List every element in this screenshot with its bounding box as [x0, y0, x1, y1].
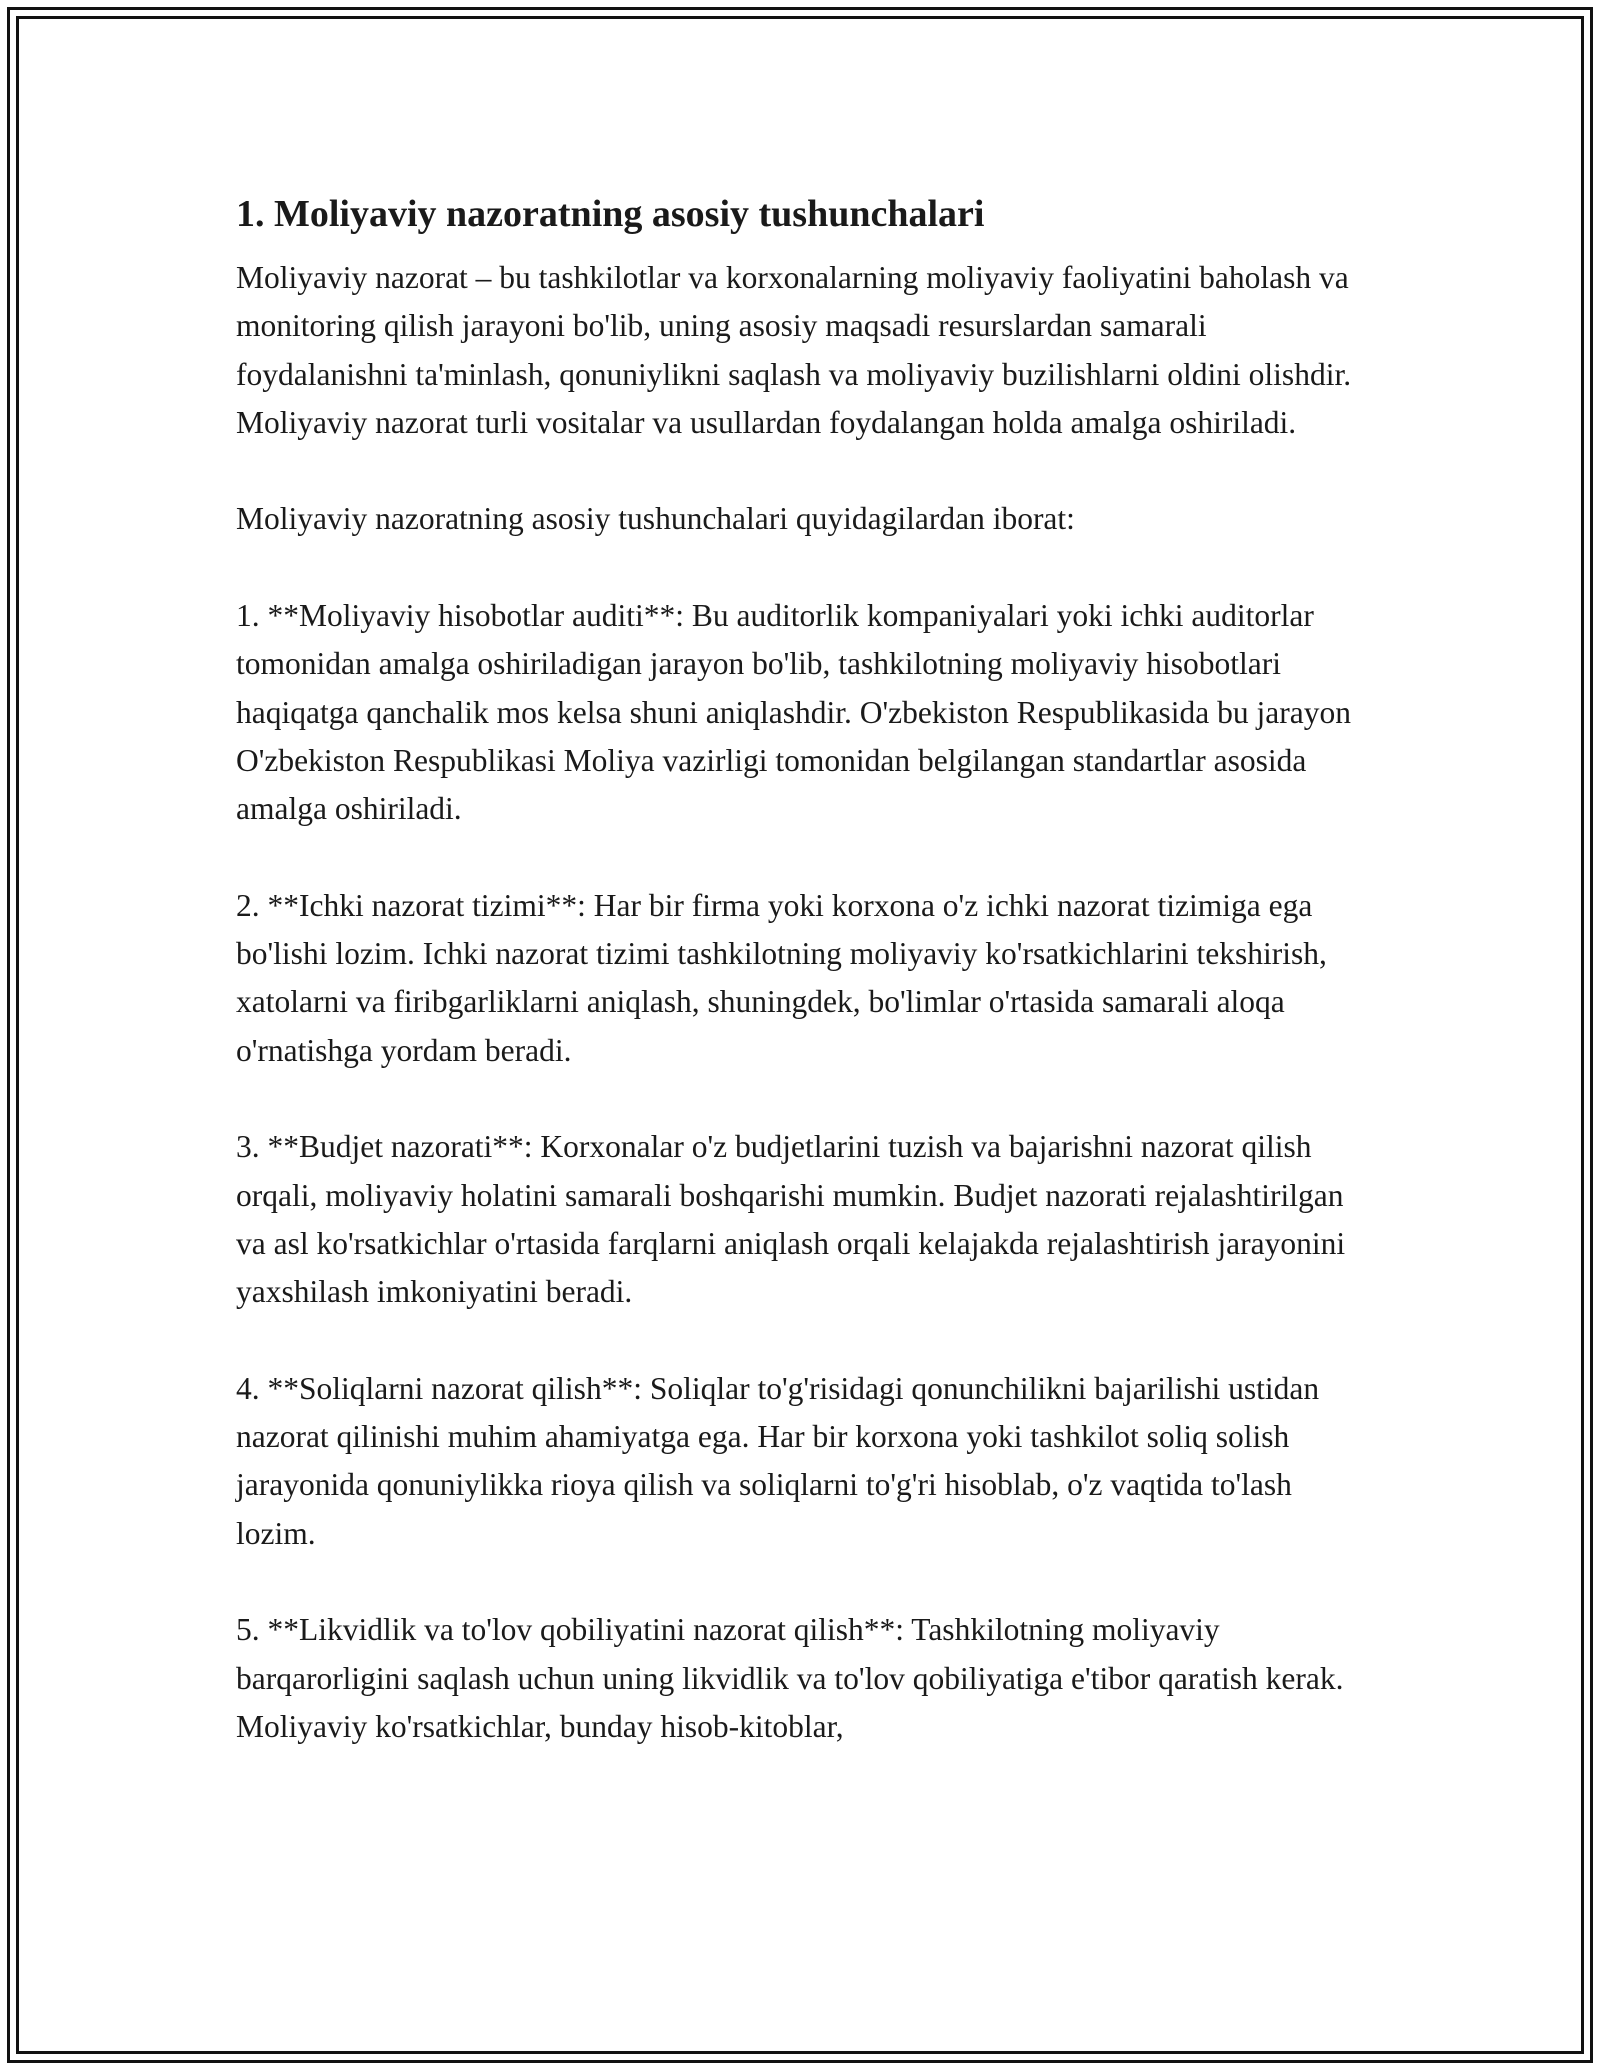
paragraph-intro: Moliyaviy nazorat – bu tashkilotlar va korxonalarning moliyaviy faoliyatini baholash va monitoring qilish jarayoni bo'lib, uning asosiy maqsadi resurslardan samarali foydalanishni ta'minlash, qonuniylikni saqlash va moliyaviy buzilishlarni oldini olishdir. Moliyaviy nazorat turli vositalar va usullardan foydalangan holda amalga oshiriladi.	[236, 260, 1352, 440]
document-title: 1. Moliyaviy nazoratning asosiy tushunchalari	[236, 193, 985, 235]
paragraph-item-5: 5. **Likvidlik va to'lov qobiliyatini nazorat qilish**: Tashkilotning moliyaviy barqarorligini saqlash uchun uning likvidlik va to'lov qobiliyatiga e'tibor qaratish kerak. Moliyaviy ko'rsatkichlar, bunday hisob-kitoblar,	[236, 1612, 1344, 1744]
paragraph-item-2: 2. **Ichki nazorat tizimi**: Har bir firma yoki korxona o'z ichki nazorat tizimiga ega bo'lishi lozim. Ichki nazorat tizimi tashkilotning moliyaviy ko'rsatkichlarini tekshirish, xatolarni va firibgarliklarni aniqlash, shuningdek, bo'limlar o'rtasida samarali aloqa o'rnatishga yordam beradi.	[236, 887, 1327, 1068]
paragraph-list-intro: Moliyaviy nazoratning asosiy tushunchalari quyidagilardan iborat:	[236, 501, 1075, 537]
paragraph-item-4: 4. **Soliqlarni nazorat qilish**: Soliqlar to'g'risidagi qonunchilikni bajarilishi ustidan nazorat qilinishi muhim ahamiyatga ega. Har bir korxona yoki tashkilot soliq solish jarayonida qonuniylikka rioya qilish va soliqlarni to'g'ri hisoblab, o'z vaqtida to'lash lozim.	[236, 1370, 1320, 1551]
paragraph-item-1: 1. **Moliyaviy hisobotlar auditi**: Bu auditorlik kompaniyalari yoki ichki auditorlar tomonidan amalga oshiriladigan jarayon bo'lib, tashkilotning moliyaviy hisobotlari haqiqatga qanchalik mos kelsa shuni aniqlashdir. O'zbekiston Respublikasida bu jarayon O'zbekiston Respublikasi Moliya vazirligi tomonidan belgilangan standartlar asosida amalga oshiriladi.	[236, 598, 1351, 827]
document-body	[236, 188, 1376, 1800]
paragraph-item-3: 3. **Budjet nazorati**: Korxonalar o'z budjetlarini tuzish va bajarishni nazorat qilish orqali, moliyaviy holatini samarali boshqarishi mumkin. Budjet nazorati rejalashtirilgan va asl ko'rsatkichlar o'rtasida farqlarni aniqlash orqali kelajakda rejalashtirish jarayonini yaxshilash imkoniyatini beradi.	[236, 1129, 1346, 1310]
